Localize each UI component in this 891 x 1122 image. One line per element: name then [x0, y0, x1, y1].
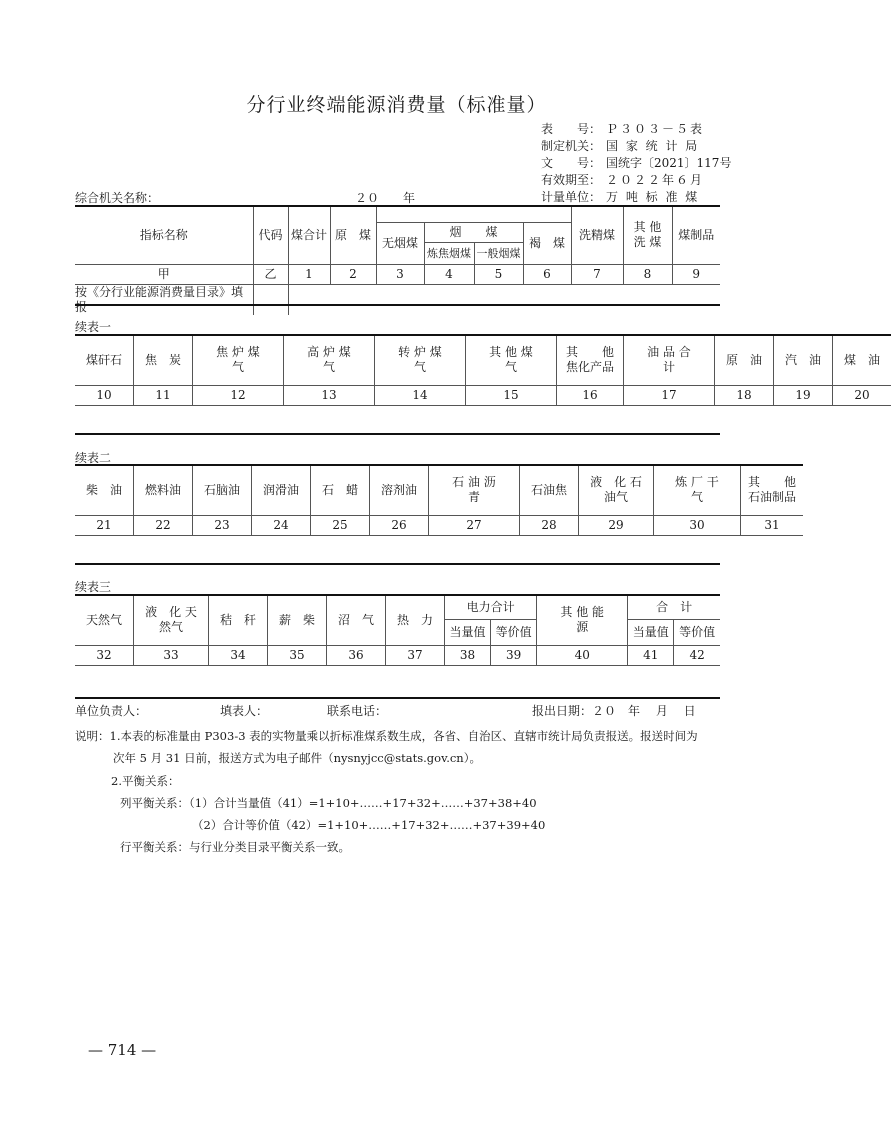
sheet2-table — [75, 464, 803, 536]
sheet1-code: 13 — [284, 385, 375, 405]
meta-block — [541, 121, 732, 206]
sheet1-header: 其 他 焦化产品 — [557, 335, 624, 385]
sheet2-header: 石油焦 — [520, 465, 579, 515]
meta-issuer: 制定机关： 国 家 统 计 局 — [541, 139, 700, 153]
header-electricity-equiv: 等价值 — [491, 619, 537, 645]
fill-row-data[interactable] — [288, 284, 720, 315]
sheet2-code: 21 — [75, 515, 134, 535]
index-cell: 7 — [571, 264, 623, 284]
note-line-4: 列平衡关系：（1）合计当量值（41）=1+10+……+17+32+……+37+38+40 — [120, 796, 537, 810]
header-total-equiv: 等价值 — [674, 619, 720, 645]
sheet1-code: 15 — [466, 385, 557, 405]
sheet1-code: 19 — [774, 385, 833, 405]
sheet1-label: 续表一 — [75, 320, 112, 334]
sheet3-code: 34 — [209, 645, 268, 665]
sheet1-header: 原 油 — [715, 335, 774, 385]
sheet2-code: 26 — [370, 515, 429, 535]
sheet2-code: 30 — [654, 515, 741, 535]
sheet2-code: 29 — [579, 515, 654, 535]
filler-label: 填表人： — [220, 704, 269, 718]
sheet1-code: 11 — [134, 385, 193, 405]
index-cell: 3 — [376, 264, 424, 284]
sheet3-header: 沼 气 — [327, 595, 386, 645]
sheet3-code: 41 — [628, 645, 674, 665]
meta-unit: 计量单位： 万 吨 标 准 煤 — [541, 190, 700, 204]
header-other-energy: 其 他 能 源 — [537, 595, 628, 645]
index-cell: 2 — [330, 264, 376, 284]
sheet3-header: 液 化 天然气 — [134, 595, 209, 645]
sheet2-code: 31 — [741, 515, 804, 535]
index-cell: 8 — [623, 264, 672, 284]
index-cell: 1 — [288, 264, 330, 284]
org-name-label: 综合机关名称： — [75, 191, 160, 205]
meta-doc-no: 文 号： 国统字〔2021〕117号 — [541, 156, 732, 170]
header-coking-coal: 炼焦烟煤 — [424, 242, 474, 264]
sheet3-code: 33 — [134, 645, 209, 665]
year-label: ２０ 年 — [355, 191, 416, 205]
note-line-6: 行平衡关系：与行业分类目录平衡关系一致。 — [120, 840, 350, 854]
header-coal-products: 煤制品 — [672, 206, 720, 264]
sheet3-code: 32 — [75, 645, 134, 665]
section-divider — [75, 697, 720, 699]
index-cell: 9 — [672, 264, 720, 284]
header-bituminous: 烟 煤 — [424, 222, 523, 242]
sheet3-code: 40 — [537, 645, 628, 665]
index-cell: 6 — [523, 264, 571, 284]
unit-head-label: 单位负责人： — [75, 704, 148, 718]
sheet3-header: 热 力 — [386, 595, 445, 645]
header-washed-coal: 洗精煤 — [571, 206, 623, 264]
sheet3-code: 35 — [268, 645, 327, 665]
header-code: 代码 — [253, 206, 288, 264]
section-divider — [75, 304, 720, 306]
sheet3-header: 薪 柴 — [268, 595, 327, 645]
sheet1-header: 焦 炉 煤 气 — [193, 335, 284, 385]
sheet1-header: 其 他 煤 气 — [466, 335, 557, 385]
sheet2-header: 石 油 沥 青 — [429, 465, 520, 515]
sheet2-label: 续表二 — [75, 451, 112, 465]
phone-label: 联系电话： — [327, 704, 388, 718]
header-electricity-eq: 当量值 — [445, 619, 491, 645]
sheet1-header: 高 炉 煤 气 — [284, 335, 375, 385]
meta-valid-until: 有效期至： ２０２２年６月 — [541, 173, 705, 187]
note-line-3: 2.平衡关系： — [111, 774, 180, 788]
header-coal-total: 煤合计 — [288, 206, 330, 264]
sheet3-code: 37 — [386, 645, 445, 665]
sheet2-header: 燃料油 — [134, 465, 193, 515]
sheet1-code: 16 — [557, 385, 624, 405]
note-line-1: 说明：1.本表的标准量由 P303-3 表的实物量乘以折标准煤系数生成，各省、自治区、直辖市统计局负责报送。报送时间为 — [75, 729, 698, 743]
sheet2-header: 润滑油 — [252, 465, 311, 515]
sheet2-header: 石 蜡 — [311, 465, 370, 515]
sheet2-code: 25 — [311, 515, 370, 535]
sheet3-table — [75, 594, 720, 666]
sheet2-code: 22 — [134, 515, 193, 535]
sheet3-label: 续表三 — [75, 580, 112, 594]
section-divider — [75, 433, 720, 435]
sheet1-code: 10 — [75, 385, 134, 405]
header-general-coal: 一般烟煤 — [474, 242, 523, 264]
sheet1-header: 煤矸石 — [75, 335, 134, 385]
sheet1-header: 转 炉 煤 气 — [375, 335, 466, 385]
index-name: 甲 — [75, 264, 253, 284]
sheet2-code: 23 — [193, 515, 252, 535]
index-code: 乙 — [253, 264, 288, 284]
header-other-washed: 其 他 洗 煤 — [623, 206, 672, 264]
sheet2-header: 石脑油 — [193, 465, 252, 515]
header-total-eq: 当量值 — [628, 619, 674, 645]
sheet1-header: 煤 油 — [833, 335, 891, 385]
header-anthracite: 无烟煤 — [376, 222, 424, 264]
sheet1-header: 油 品 合 计 — [624, 335, 715, 385]
sheet3-code: 39 — [491, 645, 537, 665]
sheet1-code: 20 — [833, 385, 891, 405]
header-indicator-name: 指标名称 — [75, 206, 253, 264]
sheet2-header: 液 化 石油气 — [579, 465, 654, 515]
sheet1-header: 汽 油 — [774, 335, 833, 385]
sheet3-code: 36 — [327, 645, 386, 665]
sheet3-code: 38 — [445, 645, 491, 665]
index-cell: 5 — [474, 264, 523, 284]
header-raw-coal: 原 煤 — [330, 206, 376, 264]
note-line-2: 次年 5 月 31 日前，报送方式为电子邮件（nysnyjcc@stats.gov.cn）。 — [113, 751, 481, 765]
report-date-label: 报出日期：２０ 年 月 日 — [532, 704, 696, 718]
header-spacer — [376, 206, 571, 222]
sheet1-code: 18 — [715, 385, 774, 405]
sheet3-code: 42 — [674, 645, 720, 665]
meta-form-no: 表 号： Ｐ３０３－５表 — [541, 122, 705, 136]
fill-row-label: 按《分行业能源消费量目录》填报 — [75, 284, 253, 315]
sheet2-code: 27 — [429, 515, 520, 535]
header-lignite: 褐 煤 — [523, 222, 571, 264]
section-divider — [75, 563, 720, 565]
sheet1-header: 焦 炭 — [134, 335, 193, 385]
sheet1-code: 12 — [193, 385, 284, 405]
sheet3-header: 秸 秆 — [209, 595, 268, 645]
sheet3-header: 天然气 — [75, 595, 134, 645]
sheet2-code: 28 — [520, 515, 579, 535]
sheet2-header: 溶剂油 — [370, 465, 429, 515]
main-table — [75, 205, 720, 315]
sheet2-header: 其 他 石油制品 — [741, 465, 804, 515]
sheet2-code: 24 — [252, 515, 311, 535]
note-line-5: （2）合计等价值（42）=1+10+……+17+32+……+37+39+40 — [192, 818, 546, 832]
sheet2-header: 炼 厂 干 气 — [654, 465, 741, 515]
sheet2-header: 柴 油 — [75, 465, 134, 515]
document-title: 分行业终端能源消费量（标准量） — [246, 94, 547, 116]
sheet1-code: 14 — [375, 385, 466, 405]
sheet1-table — [75, 334, 891, 406]
header-grand-total: 合 计 — [628, 595, 720, 619]
sheet1-code: 17 — [624, 385, 715, 405]
page-number: — 714 — — [88, 1041, 157, 1059]
fill-row-code[interactable] — [253, 284, 288, 315]
index-cell: 4 — [424, 264, 474, 284]
header-electricity-total: 电力合计 — [445, 595, 537, 619]
